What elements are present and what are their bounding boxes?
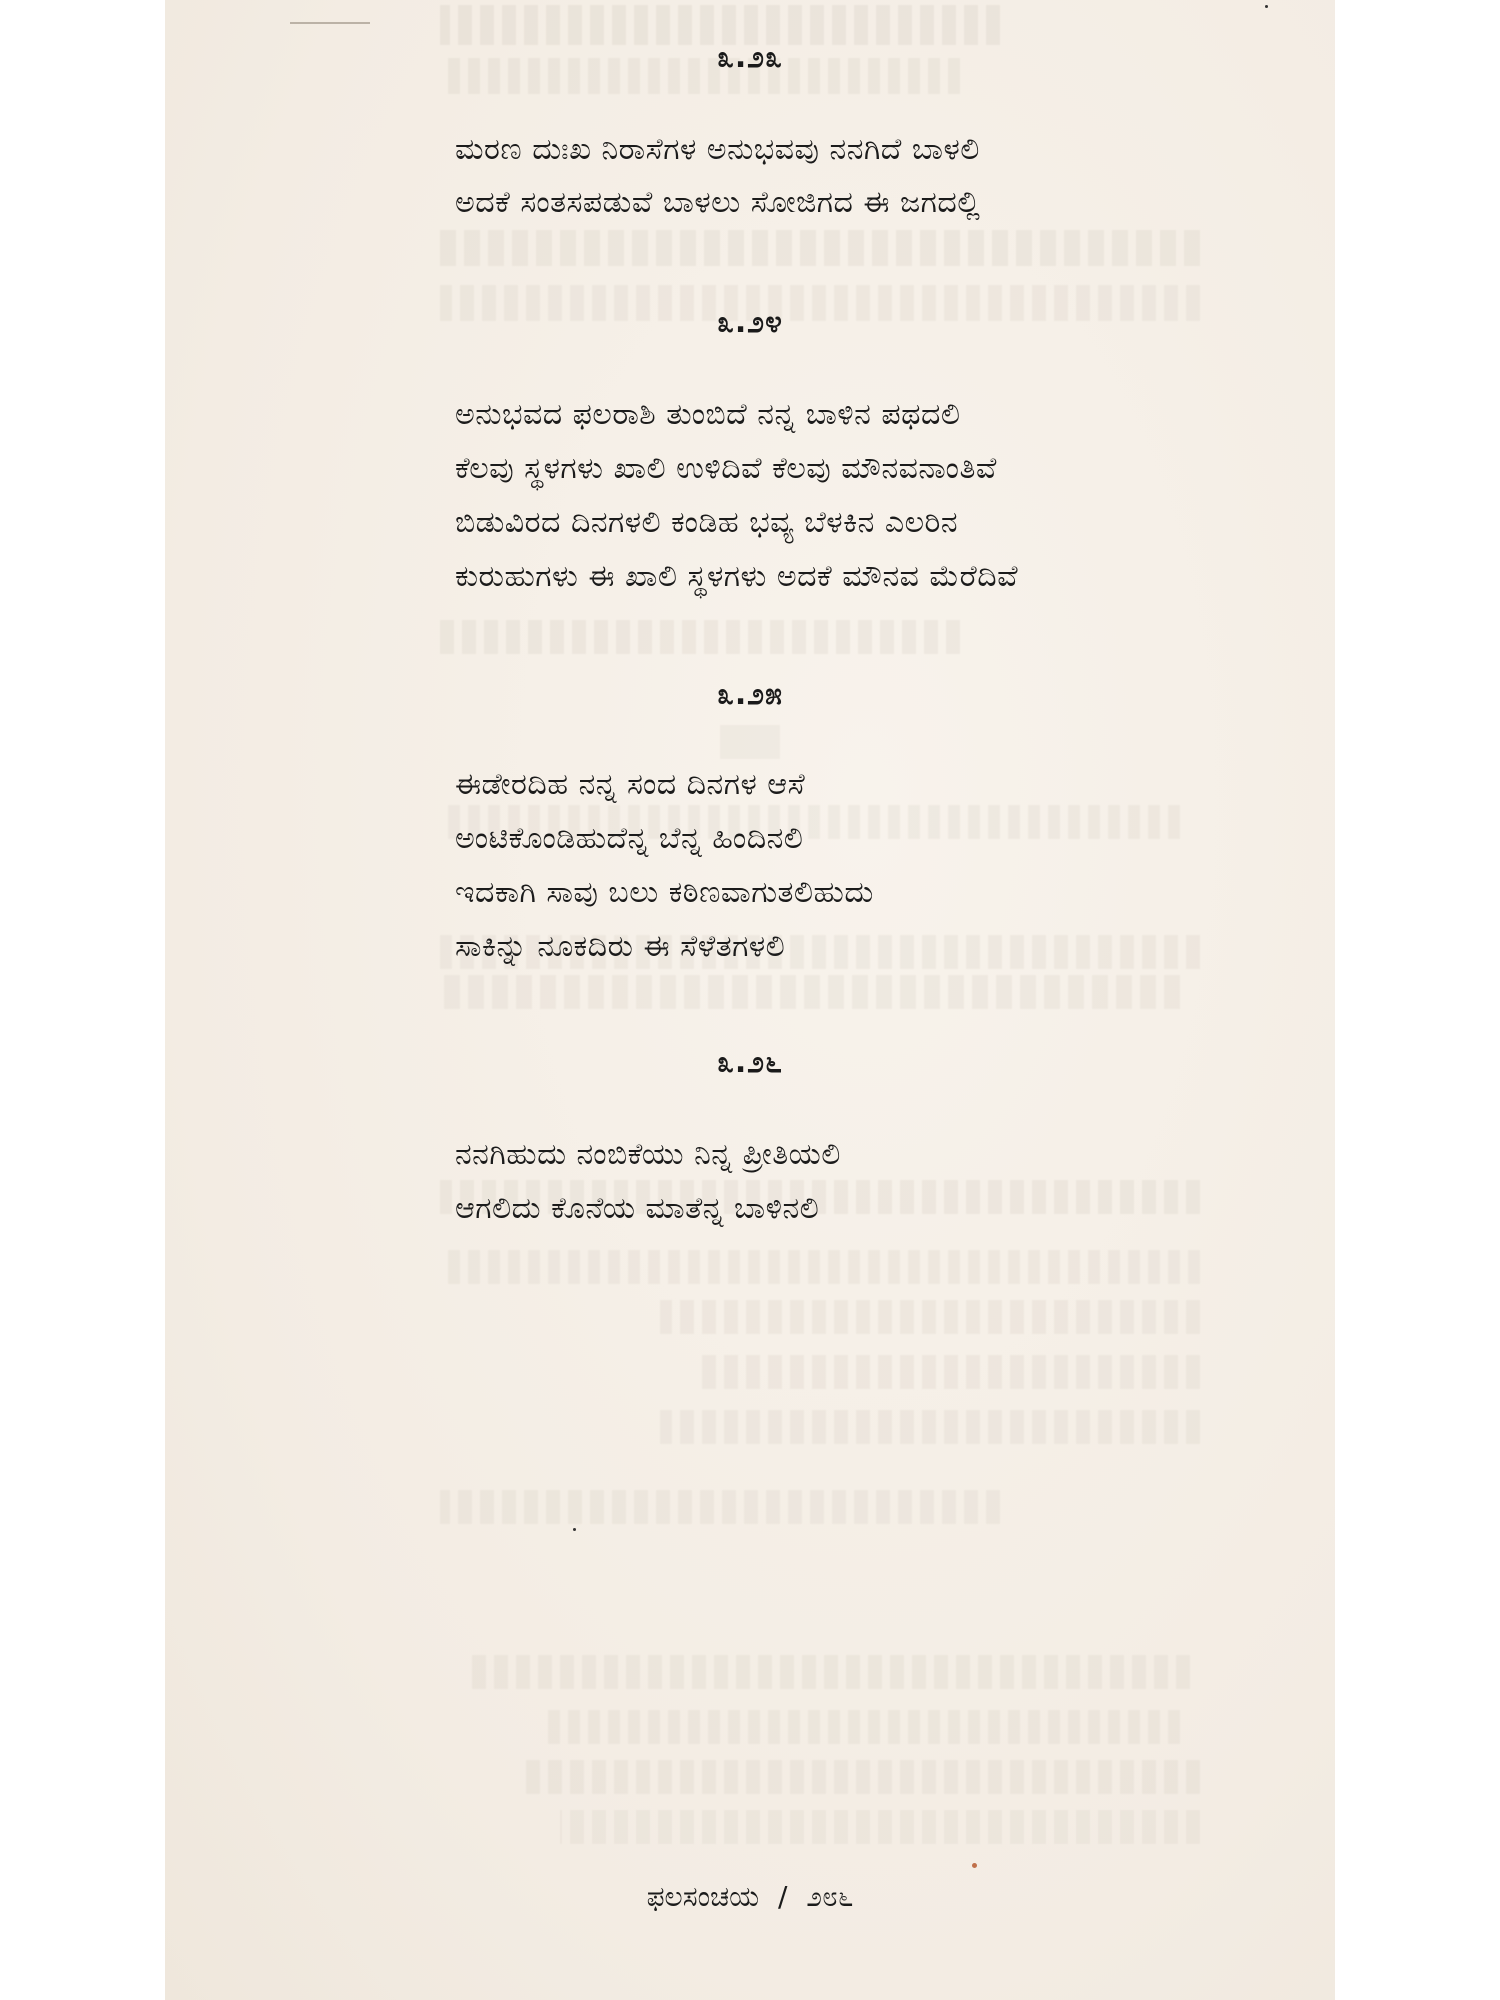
verse-line: ಬಿಡುವಿರದ ದಿನಗಳಲಿ ಕಂಡಿಹ ಭವ್ಯ ಬೆಳಕಿನ ಎಲರಿನ (455, 505, 959, 540)
page-number: ೨೮೬ (806, 1880, 854, 1913)
verse-line: ಅಂಟಿಕೊಂಡಿಹುದೆನ್ನ ಬೆನ್ನ ಹಿಂದಿನಲಿ (455, 821, 804, 856)
verse-number: ೩.೨೩ (717, 40, 783, 75)
book-title: ಫಲಸಂಚಯ (646, 1880, 760, 1913)
verse-line: ಅನುಭವದ ಫಲರಾಶಿ ತುಂಬಿದೆ ನನ್ನ ಬಾಳಿನ ಪಥದಲಿ (455, 397, 961, 432)
verse-number: ೩.೨೬ (717, 1045, 783, 1080)
footer-separator: / (778, 1880, 788, 1913)
verse-line: ನನಗಿಹುದು ನಂಬಿಕೆಯು ನಿನ್ನ ಪ್ರೀತಿಯಲಿ (455, 1137, 841, 1172)
verse-line: ಕುರುಹುಗಳು ಈ ಖಾಲಿ ಸ್ಥಳಗಳು ಅದಕೆ ಮೌನವ ಮೆರೆದಿವೆ (455, 559, 1019, 594)
verse-number: ೩.೨೫ (717, 677, 783, 712)
verse-line: ಇದಕಾಗಿ ಸಾವು ಬಲು ಕಠಿಣವಾಗುತಲಿಹುದು (455, 875, 874, 910)
page-footer (0, 1880, 1500, 1914)
verse-line: ಆಗಲಿದು ಕೊನೆಯ ಮಾತೆನ್ನ ಬಾಳಿನಲಿ (455, 1191, 820, 1226)
verse-number: ೩.೨೪ (717, 305, 783, 340)
verse-line: ಕೆಲವು ಸ್ಥಳಗಳು ಖಾಲಿ ಉಳಿದಿವೆ ಕೆಲವು ಮೌನವನಾಂತಿವೆ (455, 451, 997, 486)
verse-line: ಸಾಕಿನ್ನು ನೂಕದಿರು ಈ ಸೆಳೆತಗಳಲಿ (455, 929, 786, 964)
verse-line: ಮರಣ ದುಃಖ ನಿರಾಸೆಗಳ ಅನುಭವವು ನನಗಿದೆ ಬಾಳಲಿ (455, 132, 980, 167)
verse-line: ಈಡೇರದಿಹ ನನ್ನ ಸಂದ ದಿನಗಳ ಆಸೆ (455, 767, 806, 802)
verse-line: ಅದಕೆ ಸಂತಸಪಡುವೆ ಬಾಳಲು ಸೋಜಿಗದ ಈ ಜಗದಲ್ಲಿ (455, 185, 981, 220)
